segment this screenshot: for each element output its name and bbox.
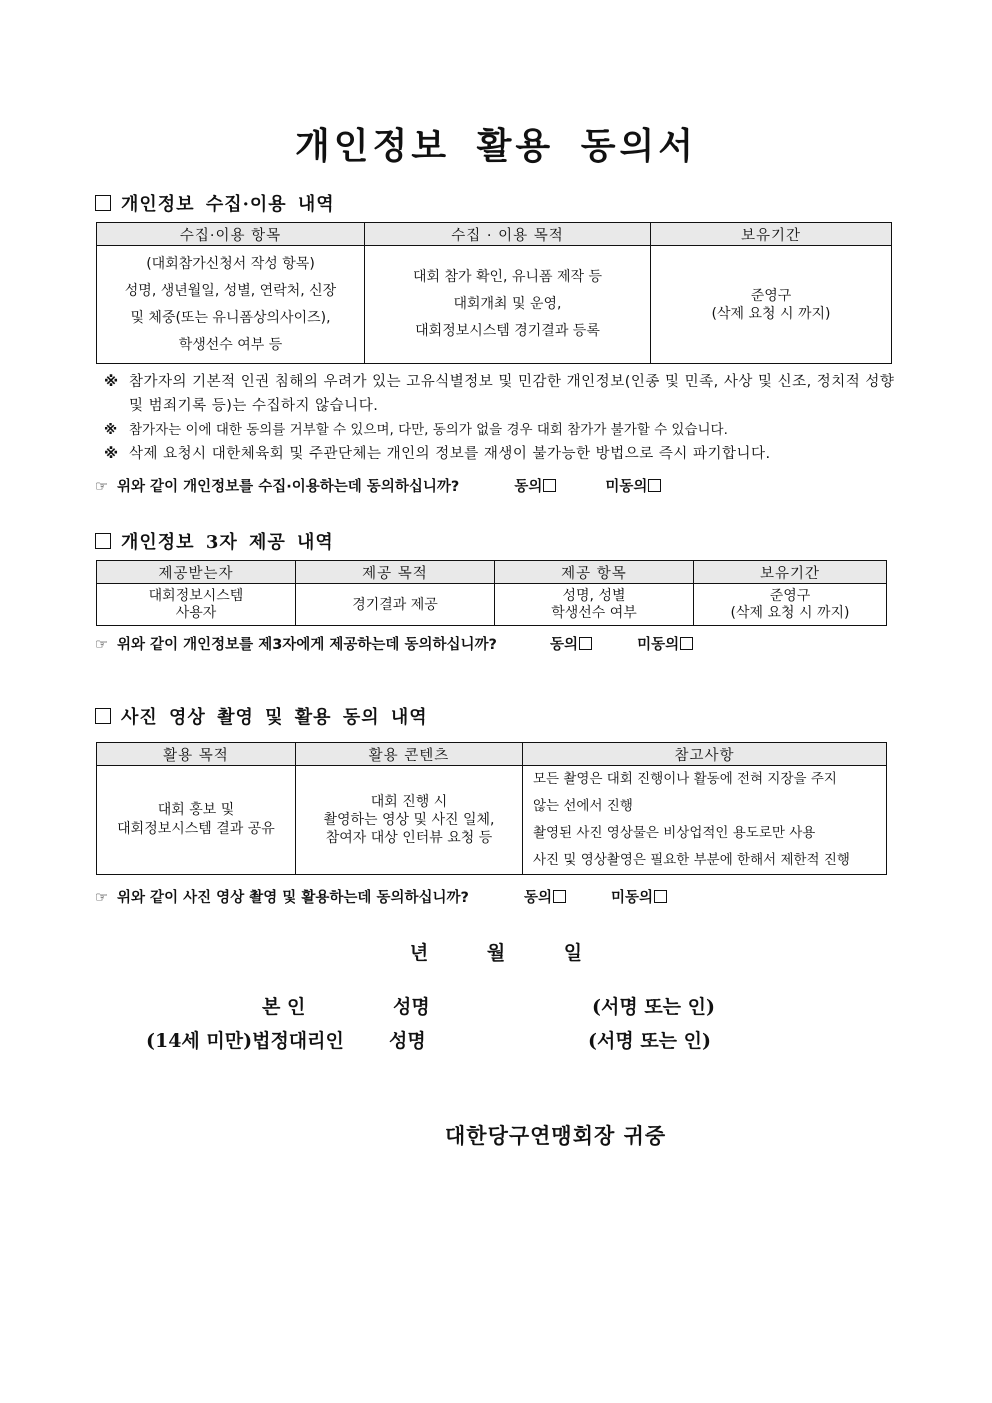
photo-reference-line: 사진 및 영상촬영은 필요한 부분에 한해서 제한적 진행 bbox=[533, 852, 850, 868]
date-day: 일 bbox=[563, 942, 583, 964]
checkbox-icon[interactable] bbox=[579, 637, 592, 650]
checkbox-icon bbox=[95, 195, 111, 211]
photo-question-text: 위와 같이 사진 영상 촬영 및 활용하는데 동의하십니까? bbox=[117, 890, 469, 906]
collection-item-line: (대회참가신청서 작성 항목) bbox=[146, 255, 315, 272]
note-item bbox=[104, 442, 900, 466]
photo-reference-line: 않는 선에서 진행 bbox=[533, 798, 633, 814]
photo-reference-line: 촬영된 사진 영상물은 비상업적인 용도로만 사용 bbox=[533, 825, 816, 841]
collection-purpose-line: 대회정보시스템 경기결과 등록 bbox=[415, 323, 600, 339]
signer-sign-label: (서명 또는 인) bbox=[592, 996, 715, 1018]
third-party-agree-option[interactable] bbox=[550, 633, 592, 654]
checkbox-icon[interactable] bbox=[648, 479, 661, 492]
photo-purpose-line: 대회 홍보 및 bbox=[157, 802, 235, 818]
collection-notes bbox=[104, 370, 900, 466]
checkbox-icon[interactable] bbox=[543, 479, 556, 492]
pointing-hand-icon: ☞ bbox=[95, 890, 108, 906]
recipient-line: 사용자 bbox=[175, 604, 217, 621]
agree-label: 동의 bbox=[514, 479, 543, 495]
photo-content-line: 참여자 대상 인터뷰 요청 등 bbox=[325, 830, 493, 846]
third-party-header-items: 제공 항목 bbox=[495, 561, 694, 584]
signer-role: 본 인 bbox=[262, 996, 306, 1018]
agree-label: 동의 bbox=[523, 890, 552, 906]
reference-mark-icon: ※ bbox=[104, 374, 119, 390]
disagree-label: 미동의 bbox=[637, 637, 680, 653]
guardian-role: (14세 미만)법정대리인 bbox=[146, 1030, 344, 1052]
pointing-hand-icon: ☞ bbox=[95, 637, 108, 653]
photo-reference-cell bbox=[523, 766, 887, 875]
checkbox-icon[interactable] bbox=[654, 890, 667, 903]
section1-heading-text: 개인정보 수집·이용 내역 bbox=[121, 194, 335, 215]
collection-purpose-line: 대회 참가 확인, 유니폼 제작 등 bbox=[413, 269, 602, 285]
collection-items-cell bbox=[97, 246, 365, 364]
collection-question-text: 위와 같이 개인정보를 수집·이용하는데 동의하십니까? bbox=[117, 479, 460, 495]
third-party-header-period: 보유기간 bbox=[694, 561, 887, 584]
photo-consent-question bbox=[95, 886, 667, 907]
collection-period-line: (삭제 요청 시 까지) bbox=[711, 305, 831, 322]
collection-item-line: 및 체중(또는 유니폼상의사이즈), bbox=[130, 309, 331, 326]
photo-header-content: 활용 콘텐츠 bbox=[296, 743, 523, 766]
photo-content-line: 대회 진행 시 bbox=[370, 794, 448, 810]
period-line: (삭제 요청 시 까지) bbox=[730, 604, 850, 621]
photo-reference-line: 모든 촬영은 대회 진행이나 활동에 전혀 지장을 주지 bbox=[533, 771, 837, 787]
photo-agree-option[interactable] bbox=[524, 886, 566, 907]
agree-label: 동의 bbox=[549, 637, 578, 653]
third-party-consent-question bbox=[95, 633, 693, 654]
third-party-period-cell bbox=[694, 584, 887, 626]
checkbox-icon[interactable] bbox=[680, 637, 693, 650]
collection-agree-option[interactable] bbox=[514, 475, 556, 496]
disagree-label: 미동의 bbox=[605, 479, 648, 495]
third-party-question-text: 위와 같이 개인정보를 제3자에게 제공하는데 동의하십니까? bbox=[117, 637, 497, 653]
collection-period-line: 준영구 bbox=[750, 287, 792, 304]
checkbox-icon[interactable] bbox=[553, 890, 566, 903]
collection-header-period: 보유기간 bbox=[651, 223, 892, 246]
section1-heading bbox=[95, 190, 335, 216]
collection-item-line: 성명, 생년월일, 성별, 연락처, 신장 bbox=[124, 282, 337, 299]
collection-period-cell bbox=[651, 246, 892, 364]
photo-disagree-option[interactable] bbox=[611, 886, 667, 907]
collection-item-line: 학생선수 여부 등 bbox=[178, 336, 283, 353]
checkbox-icon bbox=[95, 708, 111, 724]
page-title: 개인정보 활용 동의서 bbox=[294, 125, 698, 167]
section2-heading-text: 개인정보 3자 제공 내역 bbox=[121, 532, 334, 553]
guardian-name-label: 성명 bbox=[389, 1030, 426, 1052]
checkbox-icon bbox=[95, 533, 111, 549]
collection-disagree-option[interactable] bbox=[605, 475, 661, 496]
photo-content-cell bbox=[296, 766, 523, 875]
note-text: 참가자의 기본적 인권 침해의 우려가 있는 고유식별정보 및 민감한 개인정보(인종 및 민족, 사상 및 신조, 정치적 성향 및 범죄기록 등)는 수집하지 않습니다. bbox=[129, 374, 895, 414]
signer-name-label: 성명 bbox=[393, 996, 430, 1018]
third-party-disagree-option[interactable] bbox=[637, 633, 693, 654]
collection-consent-question bbox=[95, 475, 661, 496]
guardian-sign-label: (서명 또는 인) bbox=[588, 1030, 711, 1052]
date-year: 년 bbox=[409, 942, 429, 964]
reference-mark-icon: ※ bbox=[104, 446, 119, 462]
section3-heading-text: 사진 영상 촬영 및 활용 동의 내역 bbox=[121, 707, 428, 728]
note-text: 참가자는 이에 대한 동의를 거부할 수 있으며, 다만, 동의가 없을 경우 대회 참가가 불가할 수 있습니다. bbox=[129, 422, 728, 438]
note-text: 삭제 요청시 대한체육회 및 주관단체는 개인의 정보를 재생이 불가능한 방법으로 즉시 파기합니다. bbox=[129, 446, 771, 462]
note-item bbox=[104, 370, 900, 418]
addressee: 대한당구연맹회장 귀중 bbox=[445, 1123, 667, 1148]
collection-header-purpose: 수집 · 이용 목적 bbox=[365, 223, 651, 246]
photo-header-reference: 참고사항 bbox=[523, 743, 887, 766]
pointing-hand-icon: ☞ bbox=[95, 479, 108, 495]
photo-purpose-cell bbox=[97, 766, 296, 875]
third-party-table bbox=[96, 560, 887, 626]
collection-purpose-cell bbox=[365, 246, 651, 364]
reference-mark-icon: ※ bbox=[104, 422, 118, 438]
period-line: 준영구 bbox=[769, 587, 811, 604]
section2-heading bbox=[95, 528, 334, 554]
section3-heading bbox=[95, 703, 428, 729]
disagree-label: 미동의 bbox=[611, 890, 654, 906]
recipient-line: 대회정보시스템 bbox=[148, 587, 244, 604]
collection-purpose-line: 대회개최 및 운영, bbox=[453, 296, 562, 312]
photo-video-table bbox=[96, 742, 887, 875]
date-line bbox=[0, 938, 992, 965]
collection-header-items: 수집·이용 항목 bbox=[97, 223, 365, 246]
third-party-header-recipient: 제공받는자 bbox=[97, 561, 296, 584]
third-party-purpose-cell: 경기결과 제공 bbox=[296, 584, 495, 626]
third-party-recipient-cell bbox=[97, 584, 296, 626]
photo-header-purpose: 활용 목적 bbox=[97, 743, 296, 766]
photo-content-line: 촬영하는 영상 및 사진 일체, bbox=[323, 812, 495, 828]
third-party-header-purpose: 제공 목적 bbox=[296, 561, 495, 584]
photo-purpose-line: 대회정보시스템 결과 공유 bbox=[117, 821, 275, 837]
collection-table bbox=[96, 222, 892, 364]
items-line: 성명, 성별 bbox=[562, 587, 626, 604]
items-line: 학생선수 여부 bbox=[551, 604, 637, 621]
third-party-items-cell bbox=[495, 584, 694, 626]
date-month: 월 bbox=[486, 942, 506, 964]
note-item bbox=[104, 418, 900, 442]
